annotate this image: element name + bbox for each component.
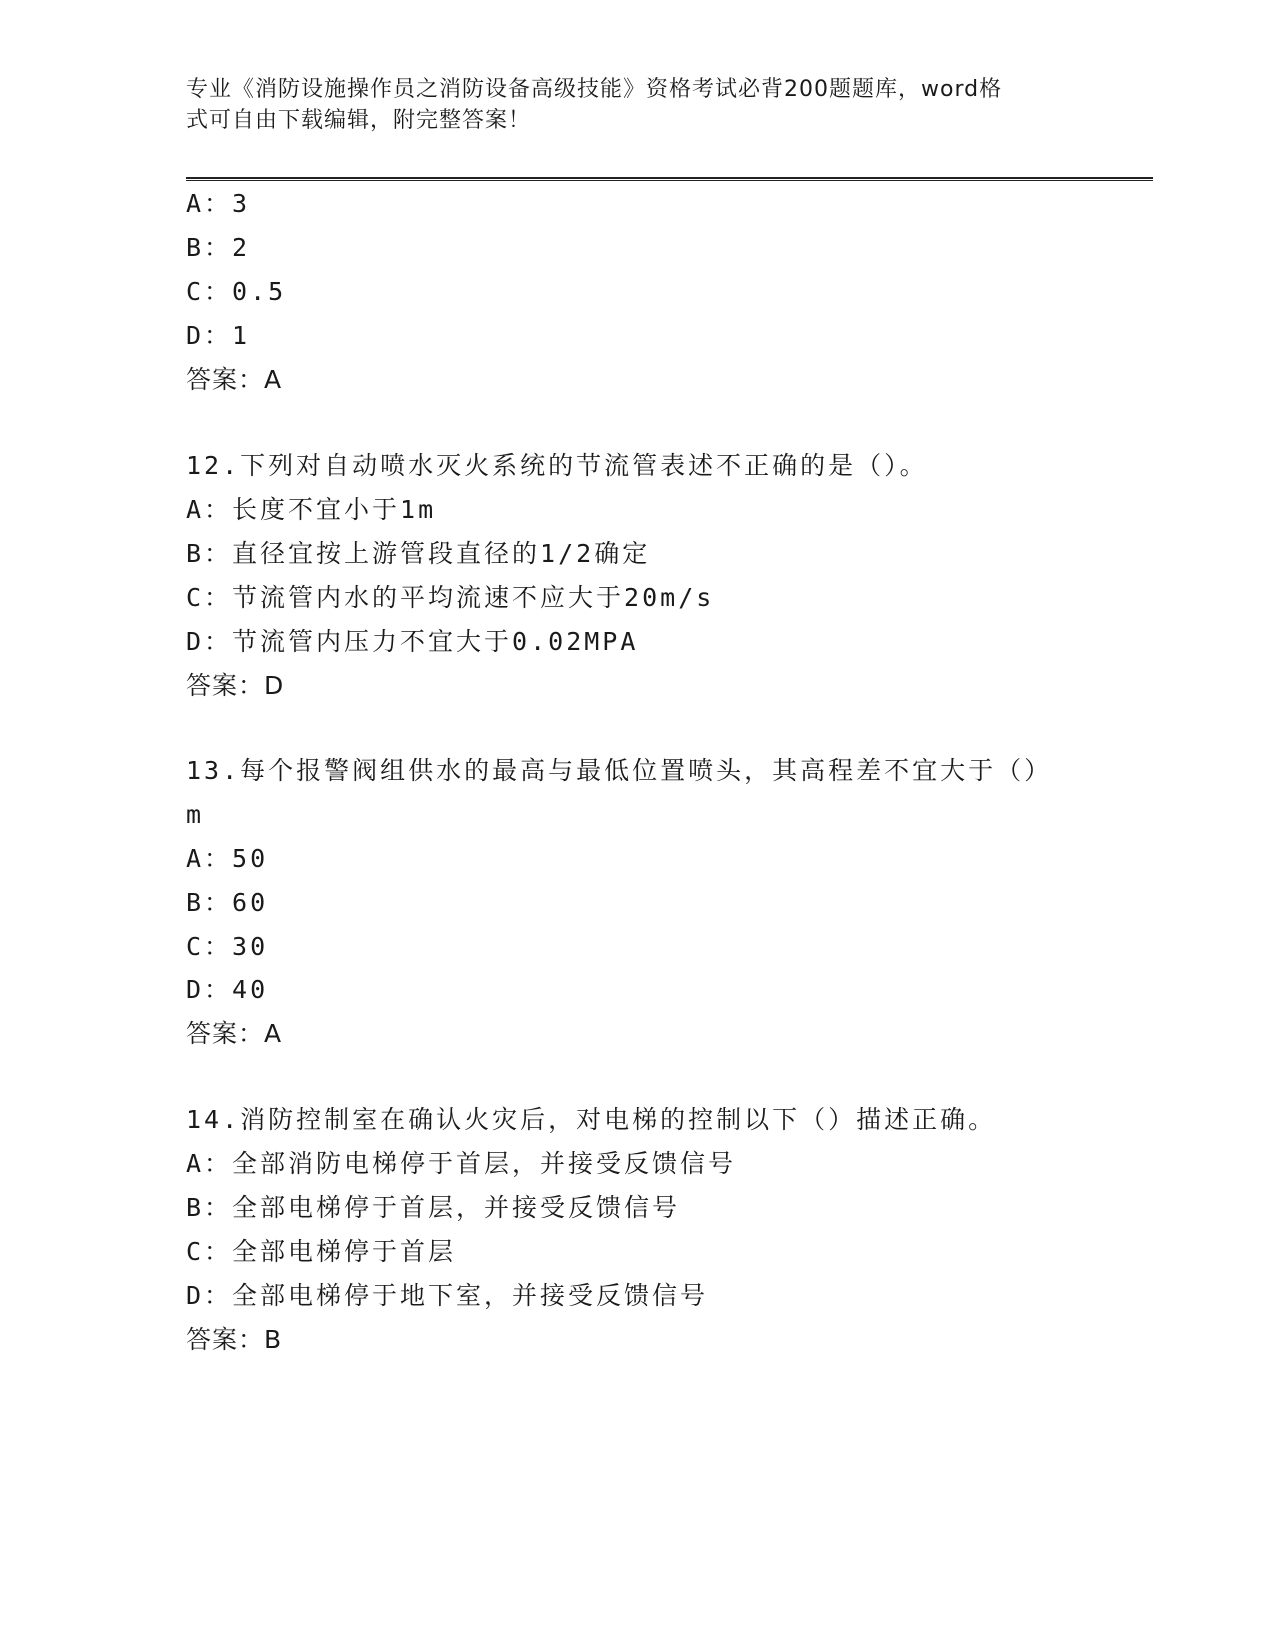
header-divider xyxy=(186,177,1153,181)
q14-option-b: B：全部电梯停于首层，并接受反馈信号 xyxy=(186,1193,681,1222)
q11-option-c: C：0.5 xyxy=(186,277,287,306)
q14-answer: 答案：B xyxy=(186,1325,283,1354)
q12-answer: 答案：D xyxy=(186,671,285,700)
q13-question-line-2: m xyxy=(186,800,205,829)
q12-option-c: C：节流管内水的平均流速不应大于20m/s xyxy=(186,583,715,612)
q13-option-c: C：30 xyxy=(186,932,269,961)
q11-option-b: B：2 xyxy=(186,233,251,262)
q13-option-d: D：40 xyxy=(186,975,269,1004)
q11-option-a: A：3 xyxy=(186,189,251,218)
q12-option-d: D：节流管内压力不宜大于0.02MPA xyxy=(186,627,639,656)
q13-answer: 答案：A xyxy=(186,1019,283,1048)
q13-option-b: B：60 xyxy=(186,888,269,917)
q11-answer: 答案：A xyxy=(186,365,283,394)
q13-question-line-1: 13.每个报警阀组供水的最高与最低位置喷头，其高程差不宜大于（） xyxy=(186,756,1053,785)
header-line-1: 专业《消防设施操作员之消防设备高级技能》资格考试必背200题题库，word格 xyxy=(186,77,1003,102)
q12-option-a: A：长度不宜小于1m xyxy=(186,495,437,524)
header-line-2: 式可自由下载编辑，附完整答案！ xyxy=(186,108,532,133)
q13-option-a: A：50 xyxy=(186,844,269,873)
q14-question: 14.消防控制室在确认火灾后，对电梯的控制以下（）描述正确。 xyxy=(186,1105,997,1134)
q14-option-c: C：全部电梯停于首层 xyxy=(186,1237,457,1266)
q14-option-a: A：全部消防电梯停于首层，并接受反馈信号 xyxy=(186,1149,737,1178)
q11-option-d: D：1 xyxy=(186,321,251,350)
q12-option-b: B：直径宜按上游管段直径的1/2确定 xyxy=(186,539,651,568)
q14-option-d: D：全部电梯停于地下室，并接受反馈信号 xyxy=(186,1281,709,1310)
q12-question: 12.下列对自动喷水灭火系统的节流管表述不正确的是（）。 xyxy=(186,451,928,480)
document-header xyxy=(186,74,1066,136)
